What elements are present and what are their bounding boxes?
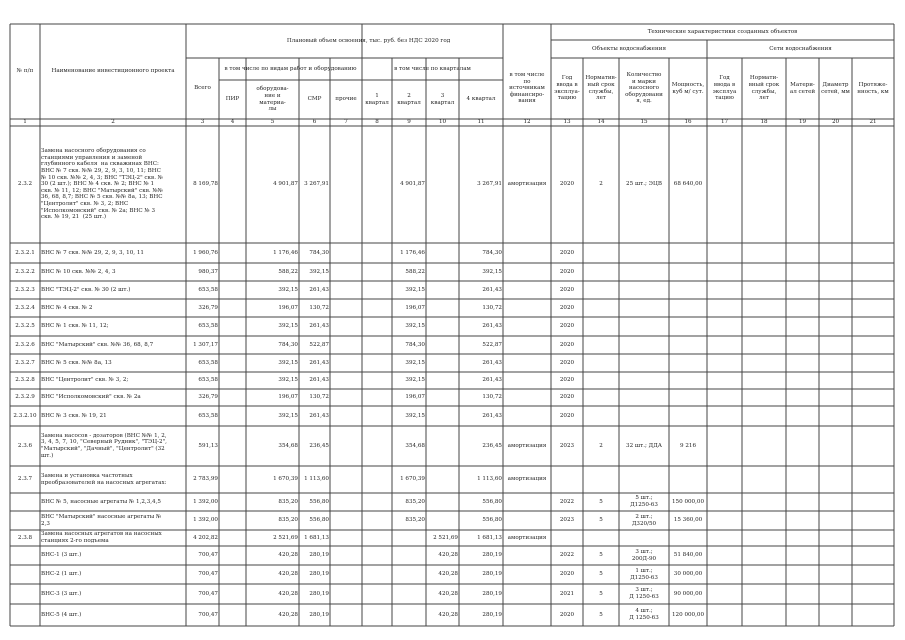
cell-source: амортизация [507, 534, 547, 541]
cell-y: 2020 [559, 341, 575, 348]
cell-name: ВНС № 1 скв. № 11, 12; [41, 323, 109, 330]
cell-q2: 392,15 [405, 377, 425, 384]
cell-q4: 280,19 [482, 552, 502, 559]
cell-smr: 280,19 [309, 552, 329, 559]
cell-total: 700,47 [198, 552, 218, 559]
cell-total: 980,37 [198, 268, 218, 275]
cell-smr: 130,72 [309, 394, 329, 401]
cell-q4: 261,43 [482, 412, 502, 419]
cell-num: 2.3.8 [17, 534, 33, 541]
cell-total: 653,58 [198, 286, 218, 293]
header-total: Всего [194, 85, 211, 92]
cell-equip: 354,68 [278, 442, 298, 449]
column-number: 15 [640, 119, 648, 126]
header-equip: оборудова- ние и материа- лы [256, 86, 289, 113]
cell-q4: 261,43 [482, 323, 502, 330]
cell-smr: 3 267,91 [304, 181, 329, 188]
cell-y: 2020 [559, 377, 575, 384]
cell-y: 2020 [559, 268, 575, 275]
cell-name: ВНС № 7 скв. №№ 29, 2, 9, 3, 10, 11 [41, 249, 144, 256]
cell-total: 653,58 [198, 359, 218, 366]
cell-equip: 392,15 [278, 377, 298, 384]
cell-q2: 1 670,39 [400, 476, 425, 483]
cell-equip: 392,15 [278, 286, 298, 293]
cell-q2: 392,15 [405, 412, 425, 419]
cell-name: Замена и установка частотных преобразователей на насосных агрегатах: [41, 472, 167, 486]
cell-name: Замена насосов - дозаторов (ВНС №№ 1, 2, 3, 4, 5, 7, 10, "Северный Рудник", "ТЭЦ-2", "Матырский", "Дачный", "Центролит" (32 шт.) [41, 432, 167, 459]
cell-total: 4 202,82 [193, 534, 218, 541]
cell-q2: 196,07 [405, 394, 425, 401]
cell-y: 2021 [559, 590, 575, 597]
cell-q2: 354,68 [405, 442, 425, 449]
cell-y: 2020 [559, 412, 575, 419]
cell-equip: 196,07 [278, 304, 298, 311]
column-number: 1 [23, 119, 27, 126]
cell-smr: 280,19 [309, 571, 329, 578]
header-power: Мощность, куб м/ сут. [671, 81, 705, 95]
cell-y: 2020 [559, 359, 575, 366]
cell-pumps: 5 шт.; Д1250-63 [630, 495, 658, 508]
cell-y: 2022 [559, 498, 575, 505]
cell-y: 2022 [559, 552, 575, 559]
cell-y: 2023 [559, 517, 575, 524]
cell-smr: 261,43 [309, 377, 329, 384]
column-number: 2 [111, 119, 115, 126]
cell-life: 5 [599, 552, 603, 559]
cell-name: ВНС № 5 скв. №№ 8а, 13 [41, 359, 112, 366]
header-num: № п/п [16, 68, 34, 75]
cell-equip: 196,07 [278, 394, 298, 401]
cell-total: 591,13 [198, 442, 218, 449]
cell-q3: 420,28 [438, 552, 458, 559]
column-number: 4 [230, 119, 235, 126]
cell-equip: 835,20 [278, 517, 298, 524]
cell-life: 5 [599, 611, 603, 618]
header-length: Протяже- нность, км [857, 81, 889, 95]
cell-num: 2.3.2.1 [15, 249, 35, 256]
cell-q4: 261,43 [482, 377, 502, 384]
header-q2: 2 квартал [397, 92, 421, 106]
cell-pumps: 2 шт.; Д320/50 [631, 513, 657, 527]
cell-y: 2020 [559, 304, 575, 311]
cell-life: 2 [599, 181, 603, 188]
cell-num: 2.3.6 [17, 442, 33, 449]
column-number: 21 [869, 119, 877, 126]
cell-power: 68 640,00 [673, 181, 703, 188]
header-name: Наименование инвестиционного проекта [51, 68, 175, 75]
header-material: Матери- ал сетей [789, 81, 816, 95]
cell-q4: 261,43 [482, 359, 502, 366]
cell-equip: 392,15 [278, 412, 298, 419]
cell-equip: 420,28 [278, 571, 298, 578]
cell-source: амортизация [507, 181, 547, 188]
cell-equip: 2 521,69 [273, 534, 298, 541]
cell-source: амортизация [507, 476, 547, 483]
cell-total: 653,58 [198, 323, 218, 330]
cell-smr: 556,80 [309, 517, 329, 524]
column-number: 7 [344, 119, 348, 126]
column-number: 14 [597, 119, 605, 126]
cell-y: 2020 [559, 571, 575, 578]
cell-name: ВНС № 5, насосные агрегаты № 1,2,3,4,5 [41, 498, 161, 505]
cell-name: ВНС-2 (1 шт.) [41, 571, 82, 578]
cell-name: ВНС "Матырский" скв. №№ 36, 68, 8,7 [41, 341, 154, 348]
header-life-network: Нормати- вный срок службы, лет [748, 75, 780, 102]
cell-smr: 130,72 [309, 304, 329, 311]
cell-q4: 522,87 [482, 341, 502, 348]
cell-life: 5 [599, 590, 603, 597]
cell-q3: 420,28 [438, 590, 458, 597]
cell-q4: 556,80 [482, 498, 502, 505]
cell-y: 2023 [559, 442, 575, 449]
cell-num: 2.3.2.10 [13, 412, 37, 419]
cell-power: 30 000,00 [673, 571, 703, 578]
cell-q4: 784,30 [482, 249, 502, 256]
cell-smr: 261,43 [309, 323, 329, 330]
cell-num: 2.3.2.2 [15, 268, 35, 275]
cell-equip: 420,28 [278, 590, 298, 597]
cell-total: 653,58 [198, 377, 218, 384]
cell-name: ВНС-5 (4 шт.) [41, 611, 82, 618]
cell-y: 2020 [559, 611, 575, 618]
cell-q2: 392,15 [405, 286, 425, 293]
cell-name: ВНС "ТЭЦ-2" скв. № 30 (2 шт.) [41, 286, 131, 293]
cell-q4: 280,19 [482, 590, 502, 597]
cell-q4: 280,19 [482, 611, 502, 618]
cell-q4: 1 113,60 [477, 476, 502, 483]
cell-total: 1 960,76 [193, 249, 218, 256]
header-other: прочие [335, 96, 357, 103]
header-pir: ПИР [225, 96, 240, 103]
cell-name: ВНС "Матырский" насосные агрегаты № 2,3 [41, 513, 162, 527]
column-number: 18 [760, 119, 768, 126]
cell-q2: 392,15 [405, 359, 425, 366]
cell-num: 2.3.2.4 [15, 304, 35, 311]
header-tech: Технические характеристики созданных объектов [647, 28, 798, 35]
cell-total: 653,58 [198, 412, 218, 419]
cell-q3: 2 521,69 [433, 534, 458, 541]
cell-name: ВНС "Центролит" скв. № 3, 2; [41, 377, 129, 384]
header-source: в том числе по источникам финансиро- вания [509, 72, 545, 105]
cell-equip: 392,15 [278, 323, 298, 330]
cell-smr: 236,45 [309, 442, 329, 449]
cell-smr: 1 681,13 [304, 534, 329, 541]
cell-smr: 1 113,60 [304, 476, 329, 483]
cell-pumps: 25 шт.; ЭЦВ [626, 181, 662, 188]
cell-q3: 420,28 [438, 571, 458, 578]
cell-name: ВНС № 4 скв. № 2 [41, 304, 93, 311]
cell-smr: 280,19 [309, 590, 329, 597]
header-year-in-network: Год ввода в эксплуа тацию [712, 75, 737, 102]
cell-total: 326,79 [198, 394, 218, 401]
header-pumps: Количество и марки насосного оборудовани я, ед. [625, 72, 663, 105]
cell-q4: 3 267,91 [477, 181, 502, 188]
cell-life: 5 [599, 498, 603, 505]
cell-power: 15 360,00 [673, 517, 703, 524]
cell-num: 2.3.7 [17, 476, 33, 483]
column-number: 20 [831, 119, 840, 126]
cell-y: 2020 [559, 286, 575, 293]
cell-life: 5 [599, 571, 603, 578]
cell-num: 2.3.2.8 [15, 377, 35, 384]
cell-q4: 130,72 [482, 304, 502, 311]
cell-total: 700,47 [198, 590, 218, 597]
cell-name: ВНС-1 (3 шт.) [41, 552, 82, 559]
column-number: 5 [270, 119, 275, 126]
cell-num: 2.3.2.6 [15, 341, 35, 348]
cell-total: 326,79 [198, 304, 218, 311]
cell-total: 1 392,00 [193, 498, 218, 505]
cell-q4: 236,45 [482, 442, 502, 449]
cell-power: 120 000,00 [671, 611, 705, 618]
cell-total: 8 169,78 [193, 181, 218, 188]
cell-pumps: 3 шт.; 200Д-90 [631, 548, 657, 562]
header-q3: 3 квартал [430, 92, 455, 106]
header-plan: Плановый объем освоения, тыс. руб. без НДС 2020 год [286, 37, 451, 44]
cell-name: ВНС "Исполкомовский" скв. № 2а [41, 394, 141, 401]
cell-smr: 280,19 [309, 611, 329, 618]
cell-y: 2020 [559, 181, 575, 188]
cell-power: 9 216 [679, 442, 696, 449]
column-number: 6 [312, 119, 317, 126]
cell-name: ВНС № 10 скв. №№ 2, 4, 3 [41, 268, 116, 275]
cell-num: 2.3.2.3 [15, 286, 35, 293]
cell-q2: 196,07 [405, 304, 425, 311]
header-diameter: Диаметр сетей, мм [821, 81, 850, 95]
cell-q4: 1 681,13 [477, 534, 502, 541]
cell-pumps: 32 шт.; ДДА [626, 442, 662, 449]
cell-q2: 835,20 [405, 498, 425, 505]
cell-equip: 835,20 [278, 498, 298, 505]
cell-q4: 130,72 [482, 394, 502, 401]
header-by-quarter: в том числе по кварталам [394, 65, 471, 72]
cell-smr: 784,30 [309, 249, 329, 256]
cell-equip: 420,28 [278, 552, 298, 559]
cell-q3: 420,28 [438, 611, 458, 618]
column-number: 17 [720, 119, 729, 126]
cell-num: 2.3.2 [17, 181, 33, 188]
cell-q2: 392,15 [405, 323, 425, 330]
cell-smr: 556,80 [309, 498, 329, 505]
column-number: 12 [523, 119, 531, 126]
cell-total: 2 783,99 [193, 476, 218, 483]
cell-y: 2020 [559, 249, 575, 256]
column-number: 8 [375, 119, 379, 126]
column-number: 19 [798, 119, 807, 126]
column-number: 13 [563, 119, 571, 126]
cell-power: 51 840,00 [673, 552, 703, 559]
cell-smr: 261,43 [309, 359, 329, 366]
cell-y: 2020 [559, 323, 575, 330]
header-year-in: Год ввода в эксплуа- тацию [554, 75, 580, 102]
cell-life: 5 [599, 517, 603, 524]
cell-equip: 588,22 [278, 268, 298, 275]
header-smr: СМР [307, 96, 322, 103]
column-number: 10 [438, 119, 447, 126]
cell-name: Замена насосных агрегатов на насосных станциях 2-го подъема [41, 531, 162, 544]
cell-smr: 392,15 [309, 268, 329, 275]
header-q1: 1 квартал [365, 92, 389, 106]
cell-name: ВНС-3 (3 шт.) [41, 590, 82, 597]
cell-q4: 556,80 [482, 517, 502, 524]
cell-num: 2.3.2.9 [15, 394, 35, 401]
cell-y: 2020 [559, 394, 575, 401]
cell-q4: 280,19 [482, 571, 502, 578]
cell-name: Замена насосного оборудования со станциями управления и заменой глубинного кабеля на скважинах ВНС: ВНС № 7 скв. №№ 29, 2, 9, 3, 10, 11; ВНС № 10 скв. №№ 2, 4, 3; ВНС "ТЭЦ-2" скв. № 30 (2 шт.); ВНС № 4 скв. № 2; ВНС № 1 скв. № 11, 12; ВНС "Матырский" скв. №№ 36, 68, 8,7; ВНС № 5 скв. №№ 8а, 13; ВНС "Центролит" скв. № 3, 2; ВНС "Исполкомовский" скв. № 2а; ВНС № 3 скв. № 19, 21 (25 шт.) [41, 148, 164, 221]
cell-life: 2 [599, 442, 603, 449]
cell-num: 2.3.2.5 [15, 323, 35, 330]
cell-q2: 1 176,46 [400, 249, 425, 256]
cell-q4: 392,15 [482, 268, 502, 275]
cell-source: амортизация [507, 442, 547, 449]
header-network: Сети водоснабжения [769, 45, 832, 52]
cell-total: 1 307,17 [193, 341, 218, 348]
header-water: Объекты водоснабжения [592, 45, 666, 52]
cell-q4: 261,43 [482, 286, 502, 293]
cell-equip: 420,28 [278, 611, 298, 618]
cell-q2: 4 901,87 [400, 181, 425, 188]
cell-q2: 835,20 [405, 517, 425, 524]
cell-q2: 784,30 [405, 341, 425, 348]
column-number: 3 [200, 119, 205, 126]
cell-power: 150 000,00 [671, 498, 705, 505]
cell-smr: 261,43 [309, 286, 329, 293]
cell-q2: 588,22 [405, 268, 425, 275]
header-life: Норматив- ный срок службы, лет [585, 75, 617, 102]
cell-smr: 522,87 [309, 341, 329, 348]
header-by-type: в том числе по видам работ и оборудованию [224, 65, 357, 72]
cell-equip: 1 176,46 [273, 249, 298, 256]
cell-total: 700,47 [198, 611, 218, 618]
cell-equip: 4 901,87 [273, 181, 298, 188]
column-number: 9 [407, 119, 411, 126]
cell-equip: 392,15 [278, 359, 298, 366]
cell-total: 700,47 [198, 571, 218, 578]
cell-equip: 1 670,39 [273, 476, 298, 483]
cell-equip: 784,30 [278, 341, 298, 348]
cell-smr: 261,43 [309, 412, 329, 419]
cell-pumps: 1 шт.; Д1250-63 [630, 567, 658, 581]
cell-name: ВНС № 3 скв. № 19, 21 [41, 412, 107, 419]
cell-pumps: 3 шт.; Д 1250-63 [629, 587, 659, 600]
cell-pumps: 4 шт.; Д 1250-63 [629, 608, 659, 621]
column-number: 11 [477, 119, 485, 126]
header-q4: 4 квартал [466, 96, 496, 103]
column-number: 16 [684, 119, 692, 126]
cell-power: 90 000,00 [673, 590, 703, 597]
cell-total: 1 392,00 [193, 517, 218, 524]
cell-num: 2.3.2.7 [15, 359, 35, 366]
